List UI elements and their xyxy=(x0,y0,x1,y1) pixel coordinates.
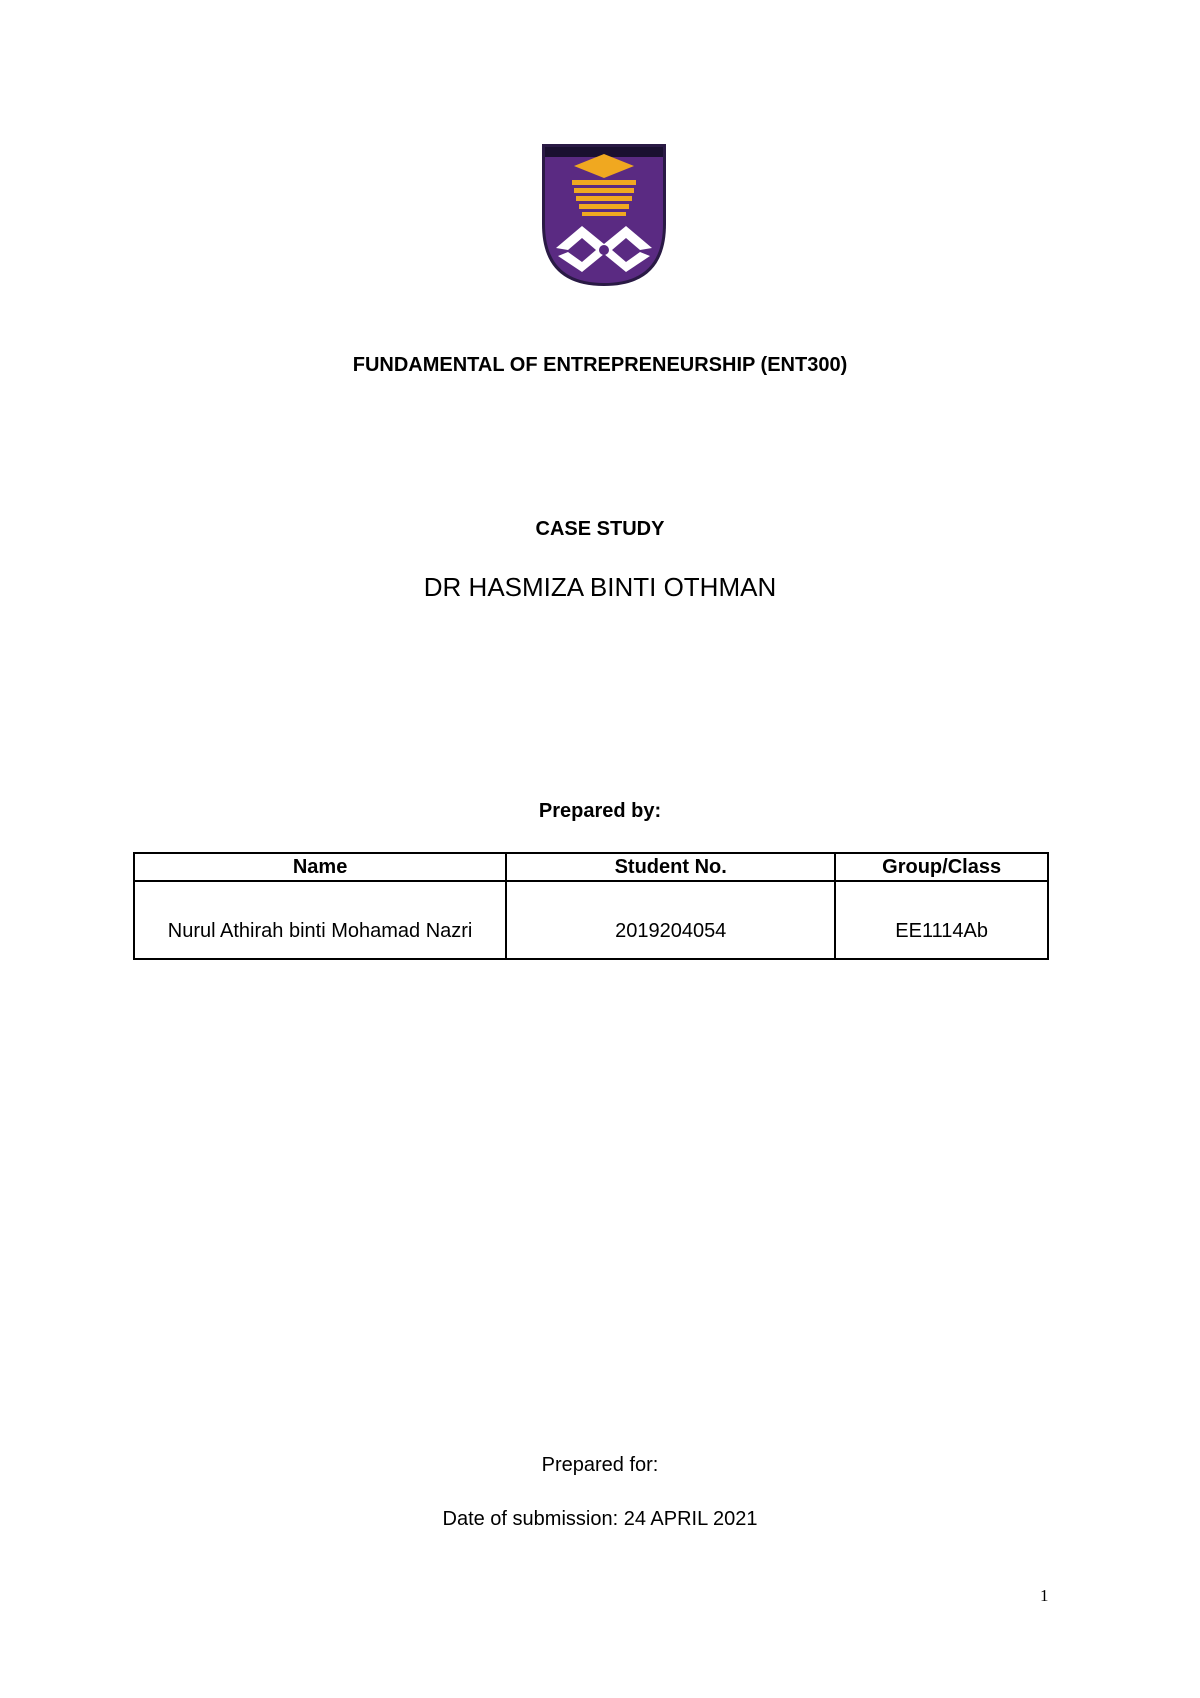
prepared-by-label: Prepared by: xyxy=(538,800,662,822)
students-table xyxy=(133,852,1049,960)
page-number: 1 xyxy=(1040,1586,1049,1605)
document-type-heading: CASE STUDY xyxy=(535,518,665,540)
table-header-row xyxy=(134,853,1048,881)
course-title: FUNDAMENTAL OF ENTREPRENEURSHIP (ENT300) xyxy=(352,354,848,376)
header-student-no: Student No. xyxy=(506,853,835,881)
header-group-class: Group/Class xyxy=(835,853,1048,881)
cell-group-class: EE1114Ab xyxy=(835,881,1048,959)
submission-date: Date of submission: 24 APRIL 2021 xyxy=(442,1508,758,1530)
cell-student-name: Nurul Athirah binti Mohamad Nazri xyxy=(134,881,506,959)
header-name: Name xyxy=(134,853,506,881)
table-row xyxy=(134,881,1048,959)
cell-student-no: 2019204054 xyxy=(506,881,835,959)
prepared-for-label: Prepared for: xyxy=(541,1454,659,1476)
university-crest-icon xyxy=(542,144,666,286)
lecturer-name: DR HASMIZA BINTI OTHMAN xyxy=(423,572,777,602)
